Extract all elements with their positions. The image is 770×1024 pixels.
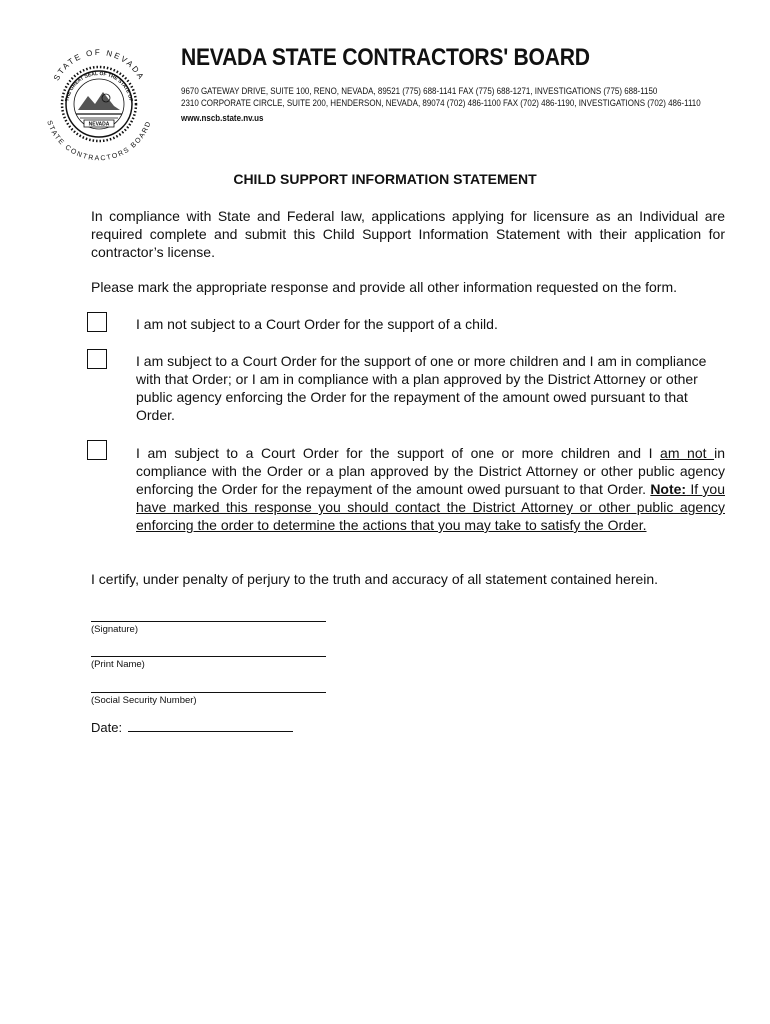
option3-text-b: in compliance with the Order or a plan approved by the District Attorney or other public agency enforcing the Order for the repayment of the amount owed pursuant to that Order. (136, 445, 725, 497)
option-in-compliance-text: I am subject to a Court Order for the support of one or more children and I am in compliance with that Order; or I am in compliance with a plan approved by the District Attorney or other public agency enforcing the Order for the repayment of the amount owed pursuant to that Order. (136, 353, 707, 423)
intro-paragraph: In compliance with State and Federal law, applications applying for licensure as an Individual are required complete and submit this Child Support Information Statement with their application for contractor’s license. (91, 208, 725, 260)
form-heading: CHILD SUPPORT INFORMATION STATEMENT (233, 171, 537, 187)
website-url[interactable]: www.nscb.state.nv.us (181, 113, 264, 124)
print-name-label: (Print Name) (91, 659, 145, 670)
nevada-state-seal (40, 38, 158, 170)
seal-banner: NEVADA (88, 121, 110, 128)
option3-note-label: Note: (650, 481, 687, 497)
svg-text:STATE OF NEVADA (52, 48, 146, 82)
seal-top-text: STATE OF NEVADA (51, 47, 147, 83)
seal-inner-text: THE GREAT SEAL OF THE STATE OF (64, 70, 134, 103)
signature-line[interactable] (91, 621, 326, 622)
board-title: NEVADA STATE CONTRACTORS' BOARD (181, 44, 590, 71)
instruction-paragraph: Please mark the appropriate response and provide all other information requested on the form. (91, 279, 678, 295)
ssn-label: (Social Security Number) (91, 695, 197, 706)
option3-note: If you have marked this response you should contact the District Attorney or other public agency enforcing the order to determine the actions that you may take to satisfy the Order. (136, 481, 725, 533)
date-field (91, 717, 293, 735)
date-line[interactable] (128, 717, 293, 732)
date-label: Date: (91, 720, 123, 735)
option-not-subject-checkbox[interactable] (87, 312, 107, 332)
henderson-address: 2310 CORPORATE CIRCLE, SUITE 200, HENDERSON, NEVADA, 89074 (702) 486-1100 FAX (702) 486-1190, INVESTIGATIONS (702) 486-1110 (181, 98, 701, 109)
print-name-line[interactable] (91, 656, 326, 657)
reno-address: 9670 GATEWAY DRIVE, SUITE 100, RENO, NEVADA, 89521 (775) 688-1141 FAX (775) 688-1271, INVESTIGATIONS (775) 688-1150 (181, 86, 658, 97)
option3-text-a: I am subject to a Court Order for the support of one or more children and I (136, 445, 661, 461)
certification-statement: I certify, under penalty of perjury to the truth and accuracy of all statement contained herein. (91, 571, 659, 587)
option-in-compliance-checkbox[interactable] (87, 349, 107, 369)
ssn-line[interactable] (91, 692, 326, 693)
option-not-subject-text: I am not subject to a Court Order for the support of a child. (136, 316, 498, 332)
option-not-in-compliance-text (136, 444, 725, 534)
option3-am-not: am not (660, 445, 715, 461)
option-not-in-compliance-checkbox[interactable] (87, 440, 107, 460)
seal-bottom-text: STATE CONTRACTORS BOARD (45, 119, 153, 163)
signature-label: (Signature) (91, 624, 138, 635)
